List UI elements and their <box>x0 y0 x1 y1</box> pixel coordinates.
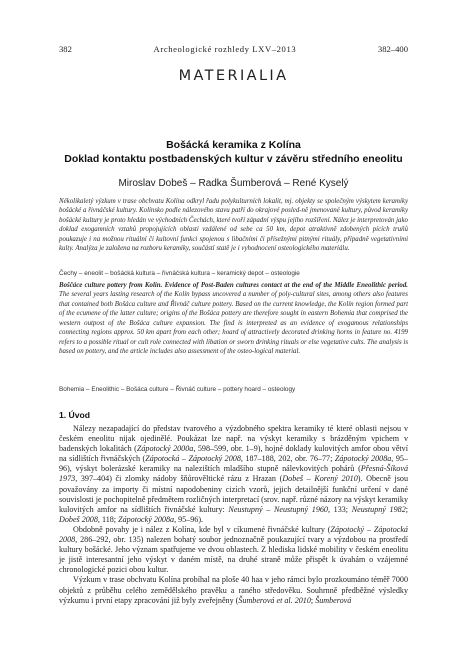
abstract-english-body: The several years lasting research of the Kolín bypass uncovered a number of poly-cultural sites, among others also features that contained both Bošáca culture and Řivnáč culture pottery. Based on the current knowledge, the Kolín region formed part of the ecumene of the latter culture; origins of the Bošáca pottery are therefore sought in eastern Bohemia that comprised the western outpost of the Bošáca culture expansion. The find is interpreted as an evidence of exogamous relationships connecting regions approx. 50 km apart from each other; hoard of attractively decorated drinking horns in feature no. 4199 refers to a possible ritual or cult role connected with libation or sworn drinking rituals or else vegetative cults. The analysis is based on pottery, and the article includes also assessment of the osteo-logical material. <box>59 291 408 356</box>
article-title-line1: Bošácká keramika z Kolína <box>166 139 301 151</box>
keywords-czech: Čechy – eneolit – bošácká kultura – řivnáčská kultura – keramický depot – osteologie <box>59 270 300 277</box>
paragraph-2: Obdobně povahy je i nález z Kolína, kde byl v cíkumené řivnáčské kultury (Zápotocký – Zápotocká 2008, 286–292, obr. 135) nalezen bohatý soubor jednoznačně poukazující tvary a výzdobou na prostředí kultury bošácké. Jeho význam spatřujeme ve dvou oblastech. Z hlediska lidské mobility v českém eneolitu je jistě interesantní jeho výskyt v daném místě, na druhé straně může přispět k úvahám o vzájemné chronologické pozici obou kultur. <box>59 524 408 575</box>
running-head <box>59 44 408 54</box>
journal-name: Archeologické rozhledy LXV–2013 <box>153 44 297 54</box>
abstract-czech: Nëkolikaletý výzkum v trase obchvatu Kolína odkryl řadu polykulturních lokalit, mj. objekty se společným výskytem keramiky bošácké a řivnáčské kultury. Kolínsko podle nálezového stavu patří do okrajové posled-ně jmenované kultury, původ keramiky bošácké kultury je proto hledán ve východních Čechách, které tvoří západní výspu jejího rozšíření. Nález je interpretován jako doklad exogamních vztahů propojujících oblasti vzdálené od sebe ca 50 km, depot atraktivně zdobených pících truňů poukazuje i na možnou rituální či kultovní funkci spojenou s libačními či přísežnými pitnými rituály, případně vegetativními kulty. Analýza je založena na rozboru keramiky, součástí statě je i vyhodnocení osteologického materiálu. <box>59 198 408 253</box>
section-title: MATERIALIA <box>178 68 289 84</box>
paragraph-1: Nálezy nezapadající do představ tvarového a výzdobného spektra keramiky té které oblasti nejsou v českém eneolitu nijak ojedinělé. Poukázat lze např. na výskyt keramiky s brázděným vpichem v badenských lokalitách (Zápotocký 2000a, 598–599, obr. 1–9), hojné doklady kulovitých amfor obou větví na sídlištích řivnáčských (Zápotocká – Zápotocký 2008, 187–188, 202, obr. 76–77; Zápotocký 2008a, 95–96), výskyt bolerázské keramiky na nalezištích mladšího stupně nálevkovitých pohárů (Přesná-Šíková 1973, 397–404) či zlomky nádoby šňůrověltické rázu z Hrazan (Dobeš – Korený 2010). Obecně jsou považovány za importy či místní napodobeniny cizích vzorů, jejich detailnější funkční určení v dané souvislosti je pochopitelně předmětem rozličných interpretací (srov. např. různé názory na výskyt keramiky kulovitých amfor na sídlištích řivnáčské kultury: Neustupný – Neustupný 1960, 133; Neustupný 1982; Dobeš 2008, 118; Zápotocký 2008a, 95–96). <box>59 424 408 524</box>
abstract-english <box>59 281 408 357</box>
paragraph-3: Výzkum v trase obchvatu Kolína probíhal na ploše 40 haa v jeho rámci bylo prozkoumáno téměř 7000 objektů z průběhu celého zemědělského pravěku a raného středověku. Souhrnně předběžné výsledky výzkumu i první etapy zpracování již byly zveřejněny (Šumberová et al. 2010; Šumberová <box>59 575 408 605</box>
authors: Miroslav Dobeš – Radka Šumberová – René Kyselý <box>118 178 349 189</box>
page-number: 382 <box>59 44 72 54</box>
body-text <box>59 424 408 606</box>
keywords-english: Bohemia – Eneolithic – Bošáca culture – Řivnáč culture – pottery hoard – osteology <box>59 386 296 393</box>
page-range: 382–400 <box>377 44 408 54</box>
section-heading-introduction: 1. Úvod <box>59 410 91 420</box>
article-title-line2: Doklad kontaktu postbadenských kultur v závěru středního eneolitu <box>64 153 403 165</box>
abstract-english-lead: Boščáce culture pottery from Kolín. Evidence of Post-Baden cultures contact at the end of the Middle Eneolithic period. <box>59 282 408 289</box>
